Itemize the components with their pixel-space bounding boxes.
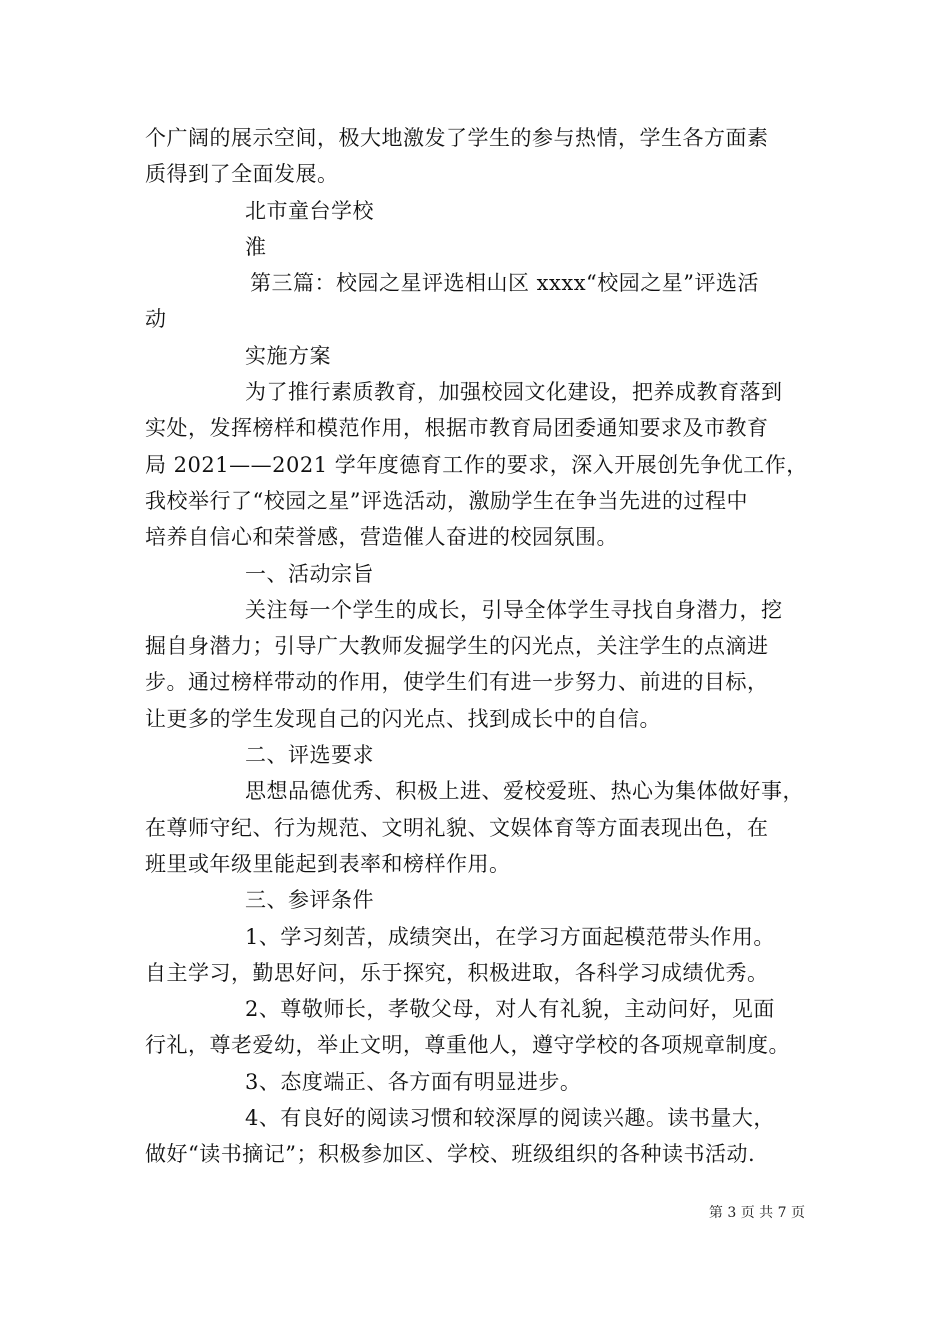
paragraph-line: 我校举行了“校园之星”评选活动，激励学生在争当先进的过程中 — [145, 488, 748, 513]
text-line: 淮 — [245, 234, 267, 259]
paragraph-line: 让更多的学生发现自己的闪光点、找到成长中的自信。 — [145, 706, 661, 731]
heading-line: 一、活动宗旨 — [245, 561, 374, 586]
paragraph-line: 掘自身潜力；引导广大教师发掘学生的闪光点，关注学生的点滴进 — [145, 634, 769, 659]
list-item-line: 2、尊敬师长，孝敬父母，对人有礼貌，主动问好，见面 — [245, 997, 775, 1022]
text-line: 个广阔的展示空间，极大地激发了学生的参与热情，学生各方面素 — [145, 126, 769, 150]
school-name-line: 北市童台学校 — [245, 198, 374, 223]
section-title-line: 第三篇：校园之星评选相山区 xxxx“校园之星”评选活 — [250, 271, 760, 296]
list-item-line: 做好“读书摘记”；积极参加区、学校、班级组织的各种读书活动. — [145, 1142, 756, 1167]
paragraph-line: 局 2021——2021 学年度德育工作的要求，深入开展创先争优工作， — [145, 452, 808, 477]
list-item-line: 3、态度端正、各方面有明显进步。 — [245, 1069, 582, 1094]
text-line: 质得到了全面发展。 — [145, 162, 339, 187]
paragraph-line: 为了推行素质教育，加强校园文化建设，把养成教育落到 — [245, 380, 783, 405]
paragraph-line: 关注每一个学生的成长，引导全体学生寻找自身潜力，挖 — [245, 597, 783, 622]
paragraph-line: 培养自信心和荣誉感，营造催人奋进的校园氛围。 — [145, 525, 618, 550]
paragraph-line: 步。通过榜样带动的作用，使学生们有进一步努力、前进的目标， — [145, 670, 769, 695]
heading-line: 三、参评条件 — [245, 888, 374, 913]
heading-line: 二、评选要求 — [245, 743, 374, 768]
subtitle-line: 实施方案 — [245, 343, 331, 368]
section-title-line: 动 — [145, 307, 167, 332]
paragraph-line: 实处，发挥榜样和模范作用，根据市教育局团委通知要求及市教育 — [145, 416, 769, 441]
paragraph-line: 班里或年级里能起到表率和榜样作用。 — [145, 851, 511, 876]
page-number-footer: 第 3 页 共 7 页 — [708, 1205, 805, 1221]
list-item-line: 自主学习，勤思好问，乐于探究，积极进取，各科学习成绩优秀。 — [145, 960, 769, 985]
document-body — [145, 120, 815, 1173]
paragraph-line: 在尊师守纪、行为规范、文明礼貌、文娱体育等方面表现出色，在 — [145, 815, 769, 840]
list-item-line: 4、有良好的阅读习惯和较深厚的阅读兴趣。读书量大， — [245, 1106, 775, 1131]
list-item-line: 1、学习刻苦，成绩突出，在学习方面起模范带头作用。 — [245, 924, 775, 949]
list-item-line: 行礼，尊老爱幼，举止文明，尊重他人，遵守学校的各项规章制度。 — [145, 1033, 790, 1058]
paragraph-line: 思想品德优秀、积极上进、爱校爱班、热心为集体做好事， — [245, 779, 804, 804]
